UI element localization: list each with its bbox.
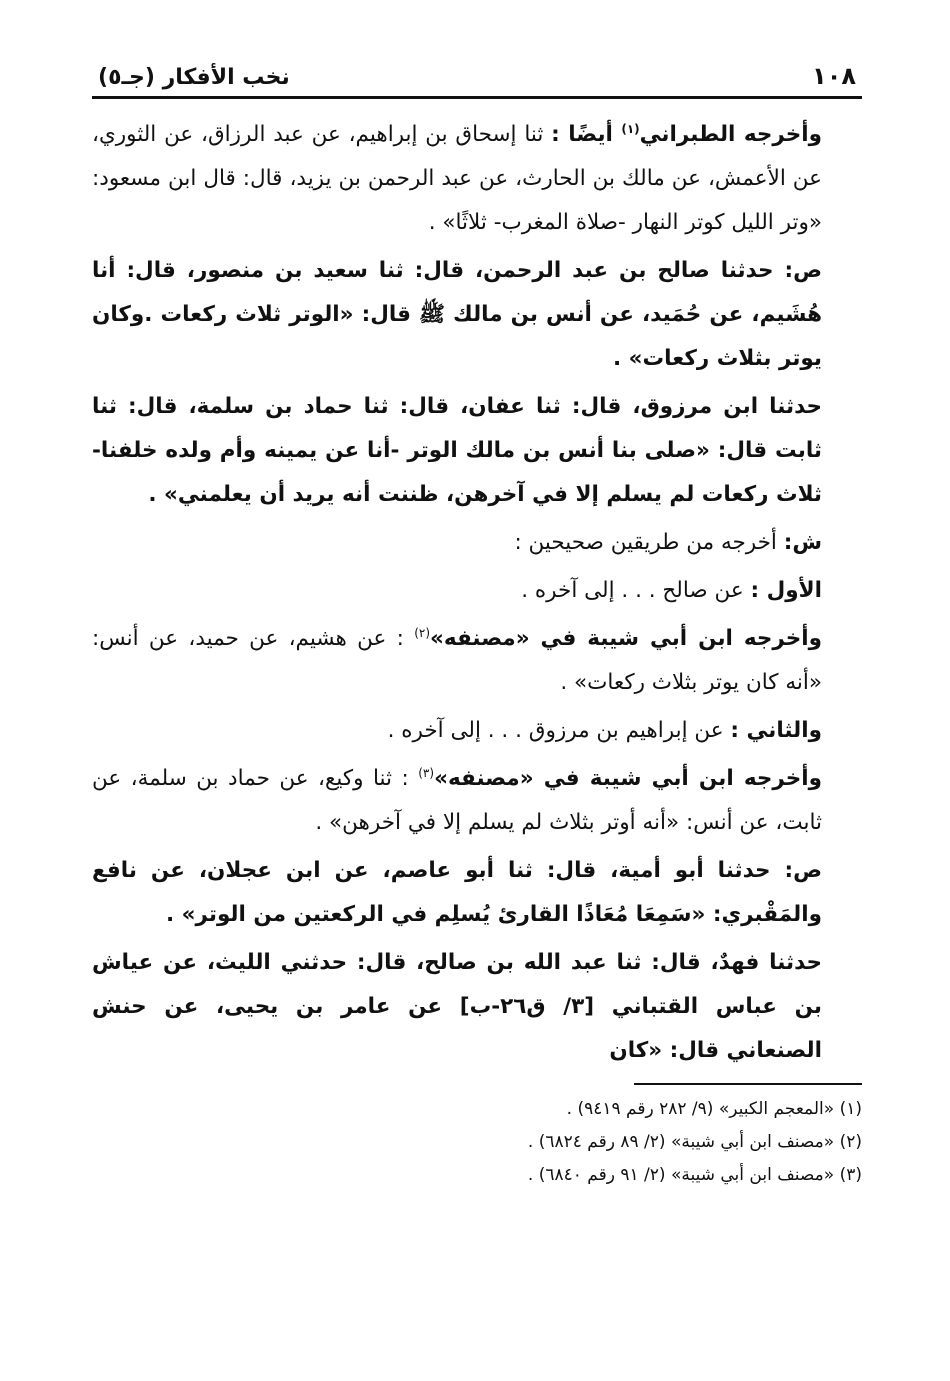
paragraph-hadith-1: [92, 249, 862, 381]
paragraph-hadith-2: [92, 385, 862, 517]
footnote-ref-3: (٣): [418, 765, 435, 780]
paragraph-ibn-abi-shayba-1: [92, 617, 862, 705]
paragraph-lead: أيضًا :: [551, 122, 622, 147]
paragraph-hadith-3: [92, 849, 862, 937]
footnote-ref-2: (٢): [414, 625, 431, 640]
footnote-2: (٢) «مصنف ابن أبي شيبة» (٢/ ٨٩ رقم ٦٨٢٤) .: [527, 1132, 862, 1152]
paragraph-text: عن صالح . . . إلى آخره .: [521, 578, 751, 603]
paragraph-lead: وأخرجه ابن أبي شيبة في «مصنفه»: [434, 766, 822, 791]
paragraph-label: ص:: [784, 258, 822, 283]
footnote-1: (١) «المعجم الكبير» (٩/ ٢٨٢ رقم ٩٤١٩) .: [566, 1099, 862, 1119]
paragraph-tabarani: [92, 113, 862, 245]
page-header: [92, 50, 862, 99]
book-title: نخب الأفكار (جـ٥): [98, 65, 290, 90]
footnotes: [92, 1093, 862, 1192]
paragraph-lead: وأخرجه الطبراني: [639, 122, 822, 147]
paragraph-text: حدثنا فهدٌ، قال: ثنا عبد الله بن صالح، قال: حدثني الليث، عن عياش بن عباس القتباني [٣/ ق٢٦-ب] عن عامر بن يحيى، عن حنش الصنعاني قال: «كان: [92, 950, 822, 1063]
paragraph-text: حدثنا أبو أمية، قال: ثنا أبو عاصم، عن ابن عجلان، عن نافع والمَقْبري: «سَمِعَا مُعَاذًا القارئ يُسلِم في الركعتين من الوتر» .: [92, 858, 822, 927]
document-page: [92, 50, 862, 1192]
paragraph-first-route: [92, 569, 862, 613]
paragraph-label: والثاني :: [730, 718, 822, 743]
paragraph-text: حدثنا صالح بن عبد الرحمن، قال: ثنا سعيد بن منصور، قال: أنا هُشَيم، عن حُمَيد، عن أنس بن مالك ﷺ قال: «الوتر ثلاث ركعات .وكان يوتر بثلاث ركعات» .: [92, 258, 822, 371]
paragraph-text: ثنا إسحاق بن إبراهيم، عن عبد الرزاق، عن الثوري، عن الأعمش، عن مالك بن الحارث، عن عبد الرحمن بن يزيد، قال: قال ابن مسعود: «وتر الليل كوتر النهار -صلاة المغرب- ثلاثًا» .: [92, 122, 822, 235]
paragraph-ibn-abi-shayba-2: [92, 757, 862, 845]
paragraph-text: حدثنا ابن مرزوق، قال: ثنا عفان، قال: ثنا حماد بن سلمة، قال: ثنا ثابت قال: «صلى بنا أنس بن مالك الوتر -أنا عن يمينه وأم ولده خلفنا- ثلاث ركعات لم يسلم إلا في آخرهن، ظننت أنه يريد أن يعلمني» .: [92, 394, 822, 507]
paragraph-text: : عن هشيم، عن حميد، عن أنس: «أنه كان يوتر بثلاث ركعات» .: [92, 626, 822, 695]
paragraph-label: ش:: [783, 530, 822, 555]
paragraph-text: : ثنا وكيع، عن حماد بن سلمة، عن ثابت، عن أنس: «أنه أوتر بثلاث لم يسلم إلا في آخرهن» .: [92, 766, 822, 835]
paragraph-text: عن إبراهيم بن مرزوق . . . إلى آخره .: [387, 718, 731, 743]
paragraph-commentary: [92, 521, 862, 565]
footnote-divider: [634, 1083, 862, 1085]
paragraph-label: الأول :: [750, 578, 822, 603]
main-text: [92, 113, 862, 1192]
footnote-3: (٣) «مصنف ابن أبي شيبة» (٢/ ٩١ رقم ٦٨٤٠) .: [527, 1165, 862, 1185]
paragraph-lead: وأخرجه ابن أبي شيبة في «مصنفه»: [430, 626, 822, 651]
paragraph-text: أخرجه من طريقين صحيحين :: [514, 530, 784, 555]
page-number: ١٠٨: [812, 62, 856, 90]
paragraph-label: ص:: [784, 858, 822, 883]
paragraph-second-route: [92, 709, 862, 753]
paragraph-hadith-4: [92, 941, 862, 1073]
footnote-ref-1: (١): [621, 121, 640, 136]
